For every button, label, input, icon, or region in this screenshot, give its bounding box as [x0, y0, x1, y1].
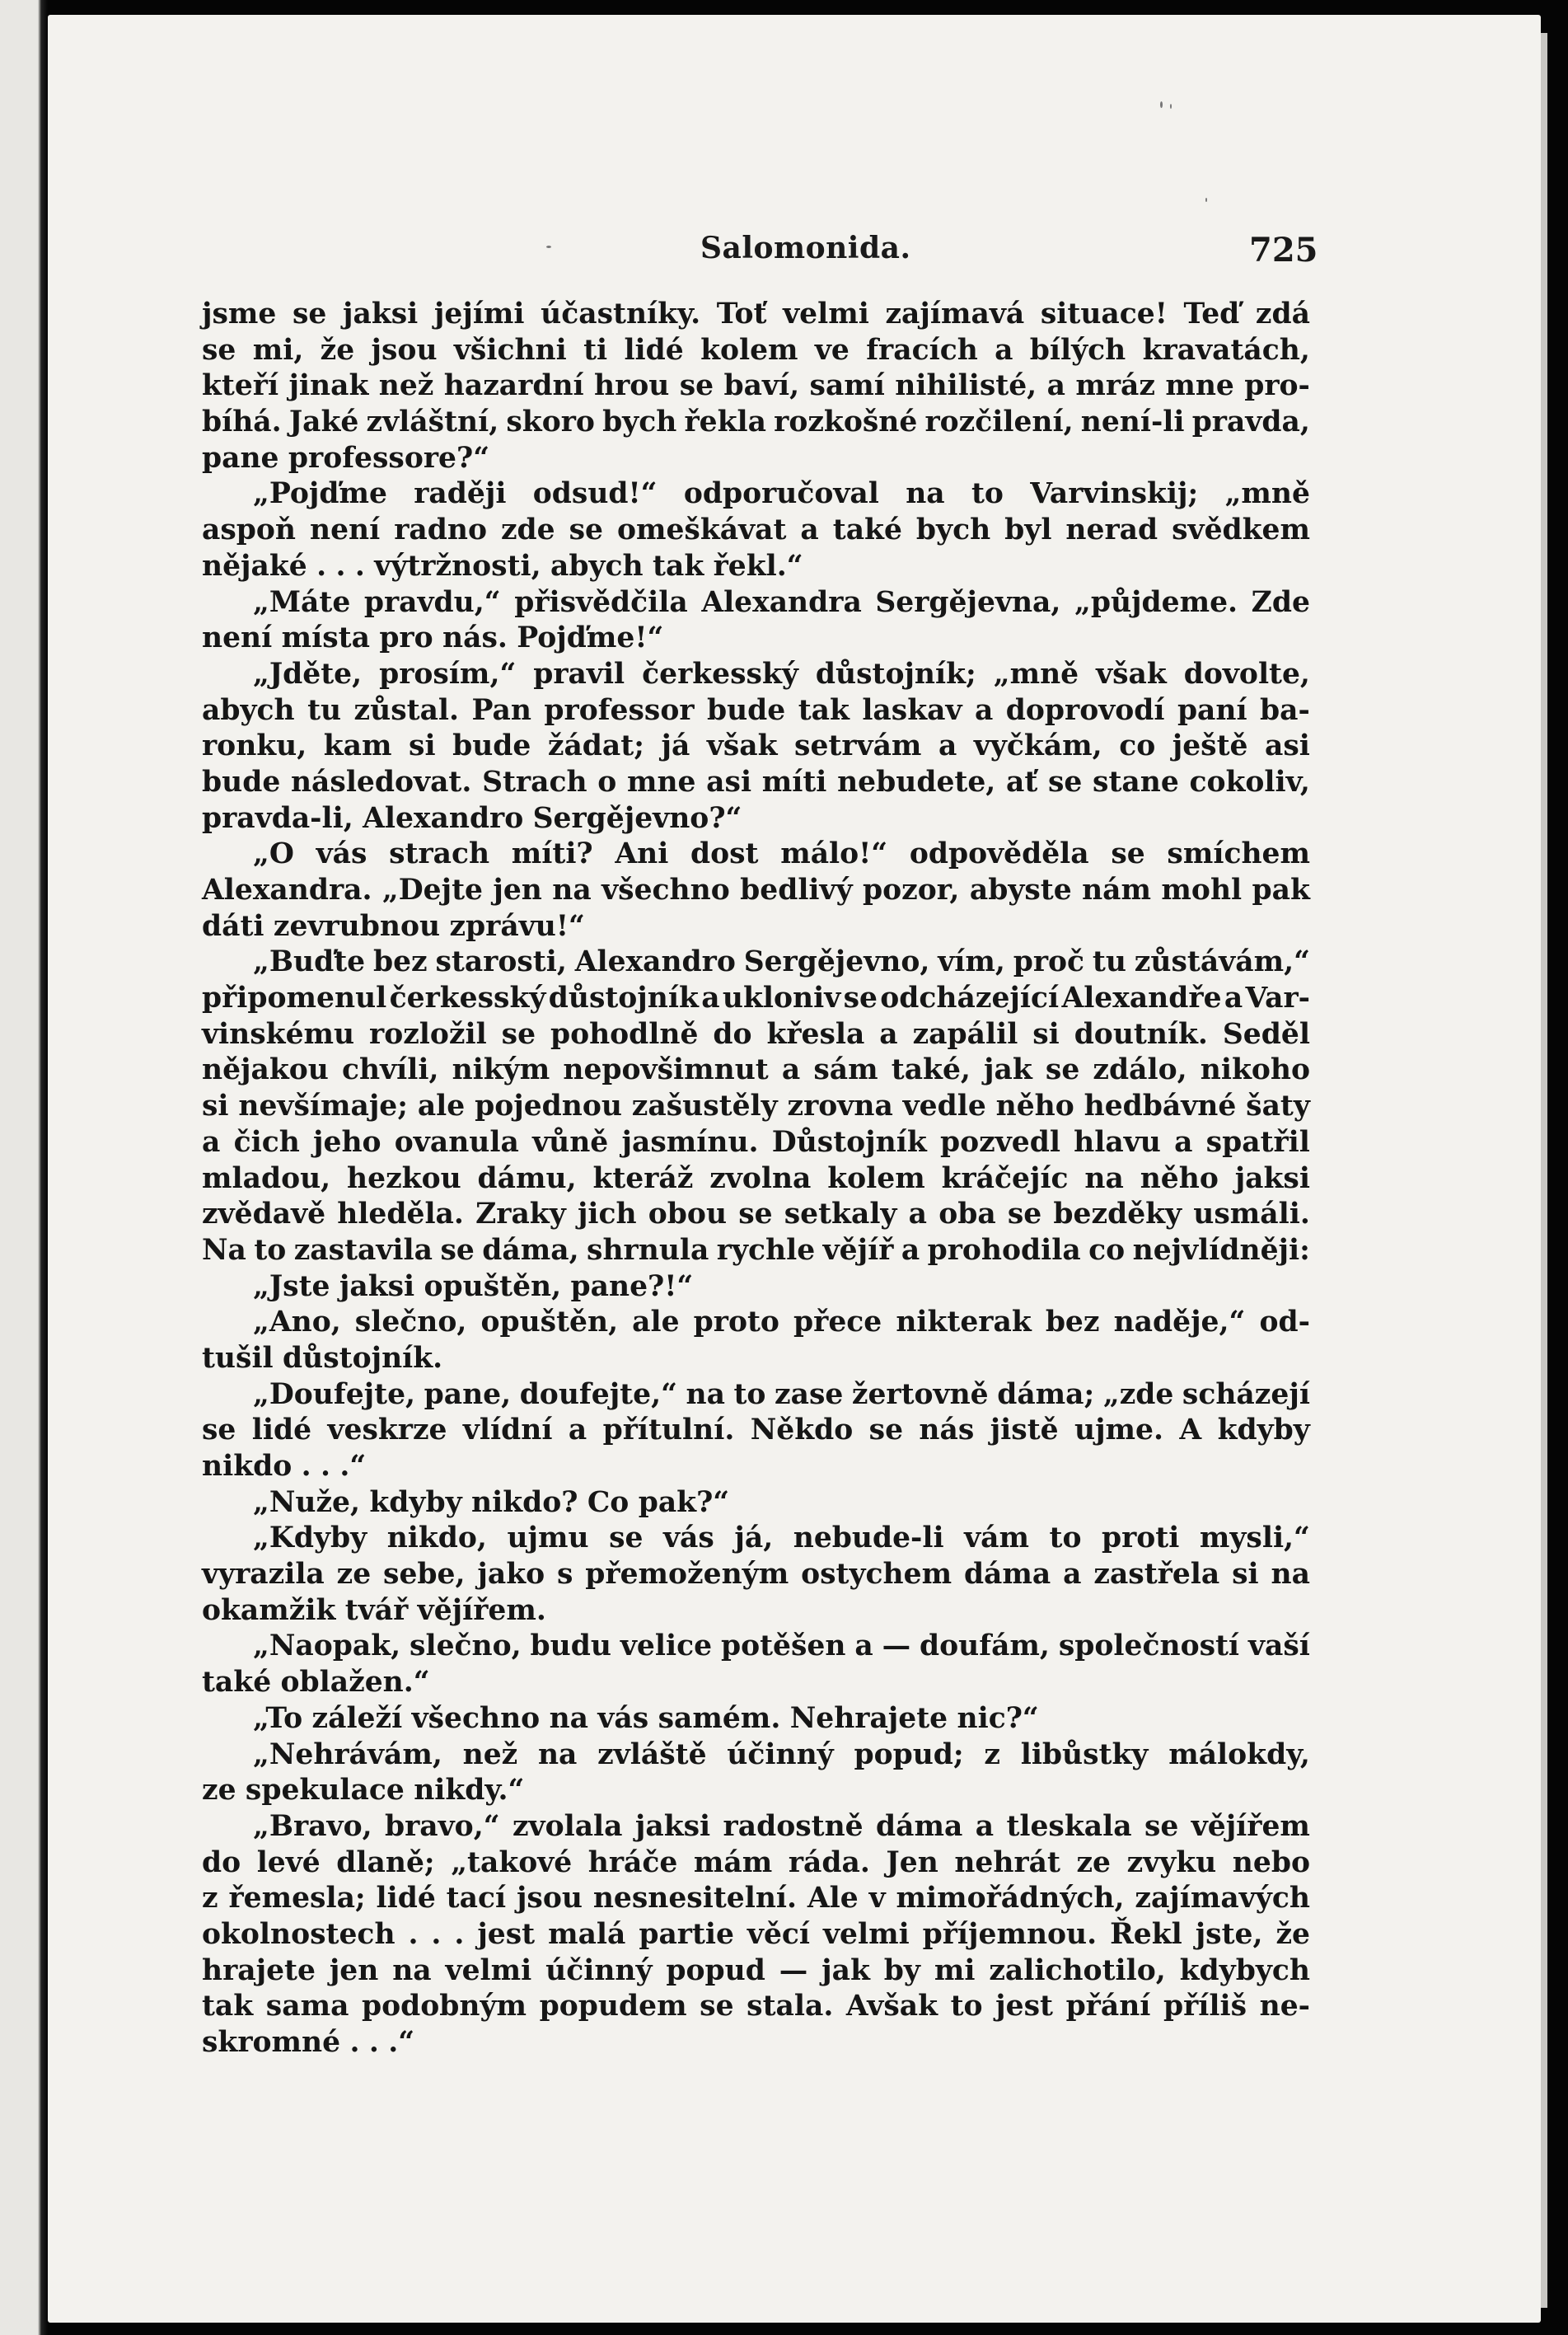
text-line: „Naopak, slečno, budu velice potěšen a — doufám, společností vaší — [253, 1629, 1310, 1663]
text-line: ze spekulace nikdy.“ — [202, 1774, 525, 1808]
text-line: „To záleží všechno na vás samém. Nehrajete nic?“ — [253, 1701, 1039, 1735]
text-line: ronku, kam si bude žádat; já však setrvám a vyčkám, co ještě asi — [202, 729, 1310, 763]
text-line: z řemesla; lidé tací jsou nesnesitelní. Ale v mimořádných, zajímavých — [202, 1882, 1310, 1915]
page-header — [48, 231, 1541, 272]
page-number: 725 — [1249, 231, 1318, 270]
text-line: Alexandra. „Dejte jen na všechno bedlivý pozor, abyste nám mohl pak — [202, 874, 1310, 907]
text-line: vyrazila ze sebe, jako s přemoženým ostychem dáma a zastřela si na — [202, 1558, 1310, 1592]
text-line: do levé dlaně; „takové hráče mám ráda. Jen nehrát ze zvyku nebo — [202, 1845, 1310, 1879]
text-line: se mi, že jsou všichni ti lidé kolem ve fracích a bílých kravatách, — [202, 333, 1310, 367]
text-line: tak sama podobným popudem se stala. Avšak to jest přání příliš ne- — [202, 1990, 1310, 2023]
text-line: se lidé veskrze vlídní a přítulní. Někdo se nás jistě ujme. A kdyby — [202, 1414, 1310, 1447]
text-line: jsme se jaksi jejími účastníky. Toť velmi zajímavá situace! Teď zdá — [202, 298, 1310, 331]
text-line: připomenul čerkesský důstojník a ukloniv se odcházející Alexandře a Var- — [202, 982, 1310, 1015]
text-line: nikdo . . .“ — [202, 1450, 367, 1483]
text-line: pravda-li, Alexandro Sergějevno?“ — [202, 801, 742, 835]
text-line: bude následovat. Strach o mne asi míti nebudete, ať se stane cokoliv, — [202, 765, 1310, 799]
text-line: okolnostech . . . jest malá partie věcí velmi příjemnou. Řekl jste, že — [202, 1917, 1310, 1951]
text-line: „Nuže, kdyby nikdo? Co pak?“ — [253, 1485, 730, 1519]
text-line: a čich jeho ovanula vůně jasmínu. Důstojník pozvedl hlavu a spatřil — [202, 1125, 1310, 1159]
text-line: si nevšímaje; ale pojednou zašustěly zrovna vedle něho hedbávné šaty — [202, 1090, 1310, 1123]
text-line: tušil důstojník. — [202, 1341, 443, 1375]
text-line: zvědavě hleděla. Zraky jich obou se setkaly a oba se bezděky usmáli. — [202, 1198, 1310, 1231]
text-line: „Ano, slečno, opuštěn, ale proto přece nikterak bez naděje,“ od- — [253, 1306, 1310, 1339]
text-line: není místa pro nás. Pojďme!“ — [202, 621, 664, 655]
print-speck — [1170, 104, 1172, 109]
print-speck — [1160, 101, 1163, 108]
text-line: pane professore?“ — [202, 441, 490, 475]
text-line: „O vás strach míti? Ani dost málo!“ odpověděla se smíchem — [253, 837, 1310, 871]
text-line: nějaké . . . výtržnosti, abych tak řekl.“ — [202, 549, 803, 583]
text-line: kteří jinak než hazardní hrou se baví, samí nihilisté, a mráz mne pro- — [202, 369, 1310, 403]
text-line: okamžik tvář vějířem. — [202, 1593, 546, 1627]
text-line: nějakou chvíli, nikým nepovšimnut a sám také, jak se zdálo, nikoho — [202, 1053, 1310, 1087]
body-text — [202, 297, 1310, 2061]
text-line: „Buďte bez starosti, Alexandro Sergějevno, vím, proč tu zůstávám,“ — [253, 945, 1310, 979]
page-edge-shadow — [1541, 33, 1547, 2308]
text-line: vinskému rozložil se pohodlně do křesla a zapálil si doutník. Seděl — [202, 1017, 1310, 1051]
text-line: Na to zastavila se dáma, shrnula rychle vějíř a prohodila co nejvlídněji: — [202, 1233, 1310, 1267]
text-line: „Kdyby nikdo, ujmu se vás já, nebude-li vám to proti mysli,“ — [253, 1522, 1310, 1555]
text-line: „Pojďme raději odsud!“ odporučoval na to Varvinskij; „mně — [253, 477, 1310, 511]
text-line: „Bravo, bravo,“ zvolala jaksi radostně dáma a tleskala se vějířem — [253, 1809, 1310, 1843]
text-line: „Jděte, prosím,“ pravil čerkesský důstojník; „mně však dovolte, — [253, 657, 1310, 691]
text-line: „Nehrávám, než na zvláště účinný popud; z libůstky málokdy, — [253, 1737, 1310, 1771]
text-line: mladou, hezkou dámu, kteráž zvolna kolem kráčejíc na něho jaksi — [202, 1161, 1310, 1195]
text-line: aspoň není radno zde se omeškávat a také bych byl nerad svědkem — [202, 513, 1310, 547]
text-line: bíhá. Jaké zvláštní, skoro bych řekla rozkošné rozčilení, není-li pravda, — [202, 406, 1310, 439]
adjacent-page-edge — [0, 0, 48, 2335]
text-line: skromné . . .“ — [202, 2026, 415, 2059]
text-line: abych tu zůstal. Pan professor bude tak laskav a doprovodí paní ba- — [202, 693, 1310, 727]
text-line: „Jste jaksi opuštěn, pane?!“ — [253, 1269, 694, 1303]
print-speck — [1205, 198, 1207, 202]
text-line: hrajete jen na velmi účinný popud — jak by mi zalichotilo, kdybych — [202, 1953, 1310, 1987]
text-line: „Doufejte, pane, doufejte,“ na to zase žertovně dáma; „zde scházejí — [253, 1377, 1310, 1411]
text-line: „Máte pravdu,“ přisvědčila Alexandra Sergějevna, „půjdeme. Zde — [253, 585, 1310, 619]
text-line: také oblažen.“ — [202, 1666, 430, 1700]
running-title: Salomonida. — [700, 231, 911, 265]
text-line: dáti zevrubnou zprávu!“ — [202, 909, 585, 943]
